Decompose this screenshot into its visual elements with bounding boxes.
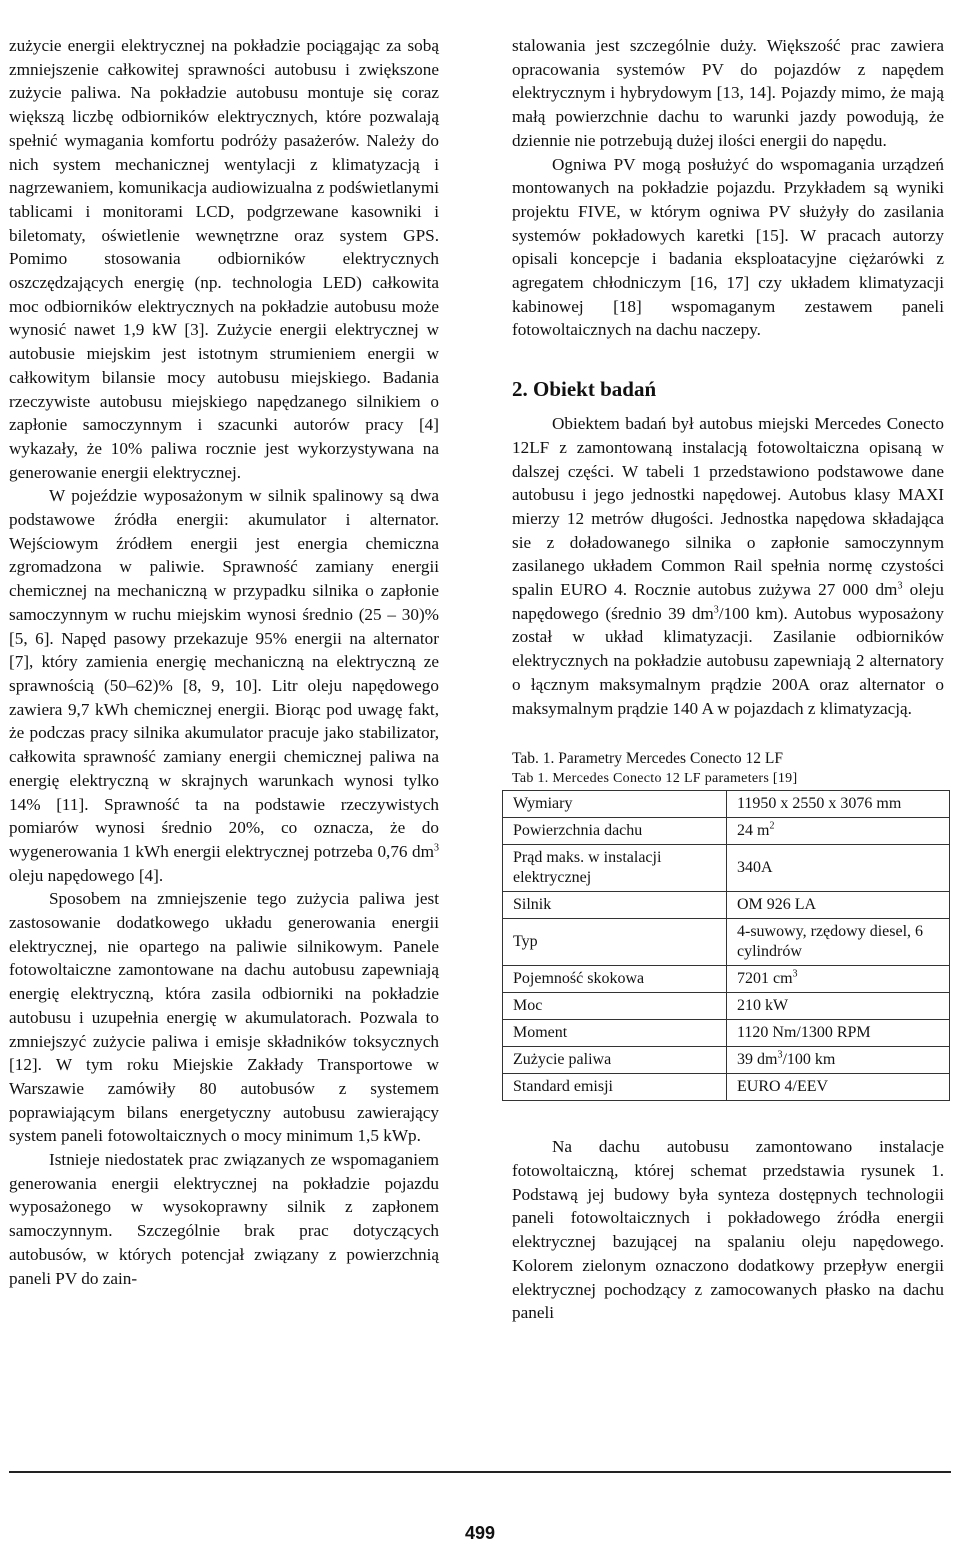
table-caption-en: Tab 1. Mercedes Conecto 12 LF parameters [19]	[512, 771, 798, 787]
left-paragraph-2-text: W pojeździe wyposażonym w silnik spalinowy są dwa podstawowe źródła energii: akumulator i alternator. Wejściowym źródłem energii jest energia chemiczna zgromadzona w paliwie. Sprawność zamiany energii chemicznej na mechaniczną w przypadku silnika o zapłonie samoczynnym w ruchu miejskim wynosi średnio (25 – 30)% [5, 6]. Napęd pasowy przekazuje 95% energii na alternator [7], który zamienia energię mechaniczną na elektryczną ze sprawnością (50–62)% [8, 9, 10]. Litr oleju napędowego zawiera 9,7 kWh chemicznej energii. Biorąc pod uwagę fakt, że podczas pracy silnika akumulator pracuje jako stabilizator, całkowita sprawność zamiany energii chemicznej paliwa na energię elektryczną w skrajnych warunkach wynosi tylko 14% [11]. Sprawność ta na podstawie rzeczywistych pomiarów wynosi średnio 20%, co oznacza, że do wygenerowania 1 kWh energii elektrycznej potrzeba 0,76 dm	[9, 486, 439, 861]
table-cell-key: Typ	[503, 919, 727, 966]
left-paragraph-2-text-end: oleju napędowego [4].	[9, 865, 164, 885]
table-cell-value	[727, 791, 950, 818]
table-cell-value	[727, 993, 950, 1020]
table-caption-pl: Tab. 1. Parametry Mercedes Conecto 12 LF	[512, 750, 783, 768]
superscript: 3	[434, 842, 439, 854]
table-row	[503, 1074, 950, 1101]
right-paragraph-3-text-c: /100 km). Autobus wyposażony został w układ klimatyzacji. Zasilanie odbiorników elektrycznych na pokładzie autobusu zapewniają 2 alternatory o łącznym maksymalnym prądzie 200A oraz alternator o maksymalnym prądzie 140 A w pojazdach z klimatyzacją.	[512, 603, 944, 718]
table-value-text: 7201 cm	[737, 970, 793, 988]
table-cell-key: Standard emisji	[503, 1074, 727, 1101]
table-value-suffix: /100 km	[782, 1051, 836, 1069]
table-cell-key: Moment	[503, 1020, 727, 1047]
section-heading: 2. Obiekt badań	[512, 377, 657, 402]
superscript: 3	[897, 580, 903, 592]
superscript: 2	[769, 820, 775, 832]
left-paragraph-3: Sposobem na zmniejszenie tego zużycia paliwa jest zastosowanie dodatkowego układu generowania energii elektrycznej, nie opartego na paliwie silnikowym. Panele fotowoltaiczne zamontowane na dachu autobusu zapewniają energię elektryczną, która zasila odbiorniki na pokładzie autobusu i uzupełnia energię w akumulatorach. Pozwala to zmniejszyć zużycie paliwa i emisje składników toksycznych [12]. W tym roku Miejskie Zakłady Transportowe w Warszawie zamówiły 80 autobusów z systemem poprawiającym bilans energetyczny autobusu zawierający system paneli fotowoltaicznych o mocy minimum 1,5 kWp.	[9, 889, 439, 1146]
table-row	[503, 892, 950, 919]
right-paragraph-3	[512, 412, 944, 720]
right-paragraph-1: stalowania jest szczególnie duży. Większość prac zawiera opracowania systemów PV do pojazdów z napędem elektrycznym i hybrydowym [13, 14]. Pojazdy mimo, że mają małą powierzchnie dachu to warunki jazdy powodują, że dziennie nie potrzebują dużej ilości energii do napędu.	[512, 36, 944, 150]
right-paragraph-2: Ogniwa PV mogą posłużyć do wspomagania urządzeń montowanych na pokładzie pojazdu. Przykładem są wyniki projektu FIVE, w którym ogniwa PV służyły do zasilania systemów pokładowych karetki [15]. W pracach autorzy opisali koncepcje i badania eksploatacyjne ciężarówki z agregatem chłodniczym [16, 17] czy układem klimatyzacji kabinowej [18] wspomaganym zestawem paneli fotowoltaicznych na dachu naczepy.	[512, 154, 944, 340]
superscript: 3	[777, 1049, 783, 1061]
table-row	[503, 1020, 950, 1047]
table-value-text: OM 926 LA	[737, 896, 817, 914]
table-row	[503, 993, 950, 1020]
table-row	[503, 966, 950, 993]
table-cell-value	[727, 919, 950, 966]
left-paragraph-4: Istnieje niedostatek prac związanych ze wspomaganiem generowania energii elektrycznej na pokładzie pojazdu wyposażonego w wysokoprawny silnik z zapłonem samoczynnym. Szczególnie brak prac dotyczących autobusów, w których potencjał związany z powierzchnią paneli PV do zain-	[9, 1150, 439, 1288]
table-cell-value	[727, 1047, 950, 1074]
left-paragraph-1: zużycie energii elektrycznej na pokładzie pociągając za sobą zmniejszenie całkowitej sprawności autobusu i zwiększone zużycie paliwa. Na pokładzie autobusu montuje się coraz większą liczbę odbiorników elektrycznych, które pozwalają spełnić wymagania komfortu podróży pasażerów. Należy do nich system mechanicznej wentylacji z klimatyzacją i nagrzewaniem, komunikacja audiowizualna z podświetlanymi tablicami i monitorami LCD, podgrzewane kasowniki i biletomaty, oświetlenie wewnętrzne oraz system GPS. Pomimo stosowania odbiorników elektrycznych oszczędzających energię (np. technologia LED) całkowita moc odbiorników elektrycznych na pokładzie autobusu może wynosić nawet 1,9 kW [3]. Zużycie energii elektrycznej w autobusie miejskim jest istotnym strumieniem energii w całkowitym bilansie mocy autobusu miejskiego. Badania rzeczywiste autobusu miejskiego napędzanego silnikiem o zapłonie samoczynnym i szacunki autorów pracy [4] wykazały, że 10% paliwa rocznie jest wykorzystywana na generowanie energii elektrycznej.	[9, 36, 439, 482]
table-row	[503, 818, 950, 845]
parameters-table	[502, 790, 950, 1101]
table-value-text: 4-suwowy, rzędowy diesel, 6 cylindrów	[737, 923, 924, 961]
table-cell-value	[727, 1074, 950, 1101]
table-value-text: EURO 4/EEV	[737, 1078, 829, 1096]
table-row	[503, 845, 950, 892]
table-cell-key: Powierzchnia dachu	[503, 818, 727, 845]
table-cell-key: Pojemność skokowa	[503, 966, 727, 993]
right-paragraph-4: Na dachu autobusu zamontowano instalacje fotowoltaiczną, której schemat przedstawia rysunek 1. Podstawą jej budowy była synteza dostępnych technologii paneli fotowoltaicznych i pokładowego źródła energii elektrycznej bazującej na spalaniu oleju napędowego. Kolorem zielonym oznaczono dodatkowy przepływ energii elektrycznej pochodzący z zamocowanych płasko na dachu paneli	[512, 1137, 944, 1323]
superscript: 3	[792, 968, 798, 980]
table-cell-key: Silnik	[503, 892, 727, 919]
table-cell-value	[727, 845, 950, 892]
table-cell-key: Wymiary	[503, 791, 727, 818]
table-row	[503, 919, 950, 966]
table-value-text: 1120 Nm/1300 RPM	[737, 1024, 871, 1042]
right-paragraph-3-text-b: oleju napędowego (średnio 39 dm	[512, 580, 944, 623]
table-value-text: 340A	[737, 859, 773, 877]
table-row	[503, 1047, 950, 1074]
table-cell-key: Prąd maks. w instalacji elektrycznej	[503, 845, 727, 892]
table-row	[503, 791, 950, 818]
table-cell-value	[727, 966, 950, 993]
table-cell-value	[727, 892, 950, 919]
table-value-text: 39 dm	[737, 1051, 778, 1069]
table-cell-value	[727, 818, 950, 845]
table-value-text: 210 kW	[737, 997, 789, 1015]
table-value-text: 11950 x 2550 x 3076 mm	[737, 795, 902, 813]
right-column	[512, 34, 944, 1325]
table-value-text: 24 m	[737, 822, 770, 840]
footer-rule	[9, 1471, 951, 1473]
left-column	[9, 34, 439, 1290]
right-paragraph-3-text-a: Obiektem badań był autobus miejski Mercedes Conecto 12LF z zamontowaną instalacją fotowoltaiczna opisaną w dalszej części. W tabeli 1 przedstawiono podstawowe dane autobusu i jego jednostki napędowej. Autobus klasy MAXI mierzy 12 metrów długości. Jednostka napędowa składająca sie z doładowanego silnika o zapłonie samoczynnym zasilanego układem Common Rail spełnia normę czystości spalin EURO 4. Rocznie autobus zużywa 27 000 dm	[512, 414, 944, 600]
table-cell-value	[727, 1020, 950, 1047]
page-number: 499	[464, 1523, 496, 1543]
table-cell-key: Zużycie paliwa	[503, 1047, 727, 1074]
superscript: 3	[713, 604, 719, 616]
table-cell-key: Moc	[503, 993, 727, 1020]
left-paragraph-2	[9, 484, 439, 887]
